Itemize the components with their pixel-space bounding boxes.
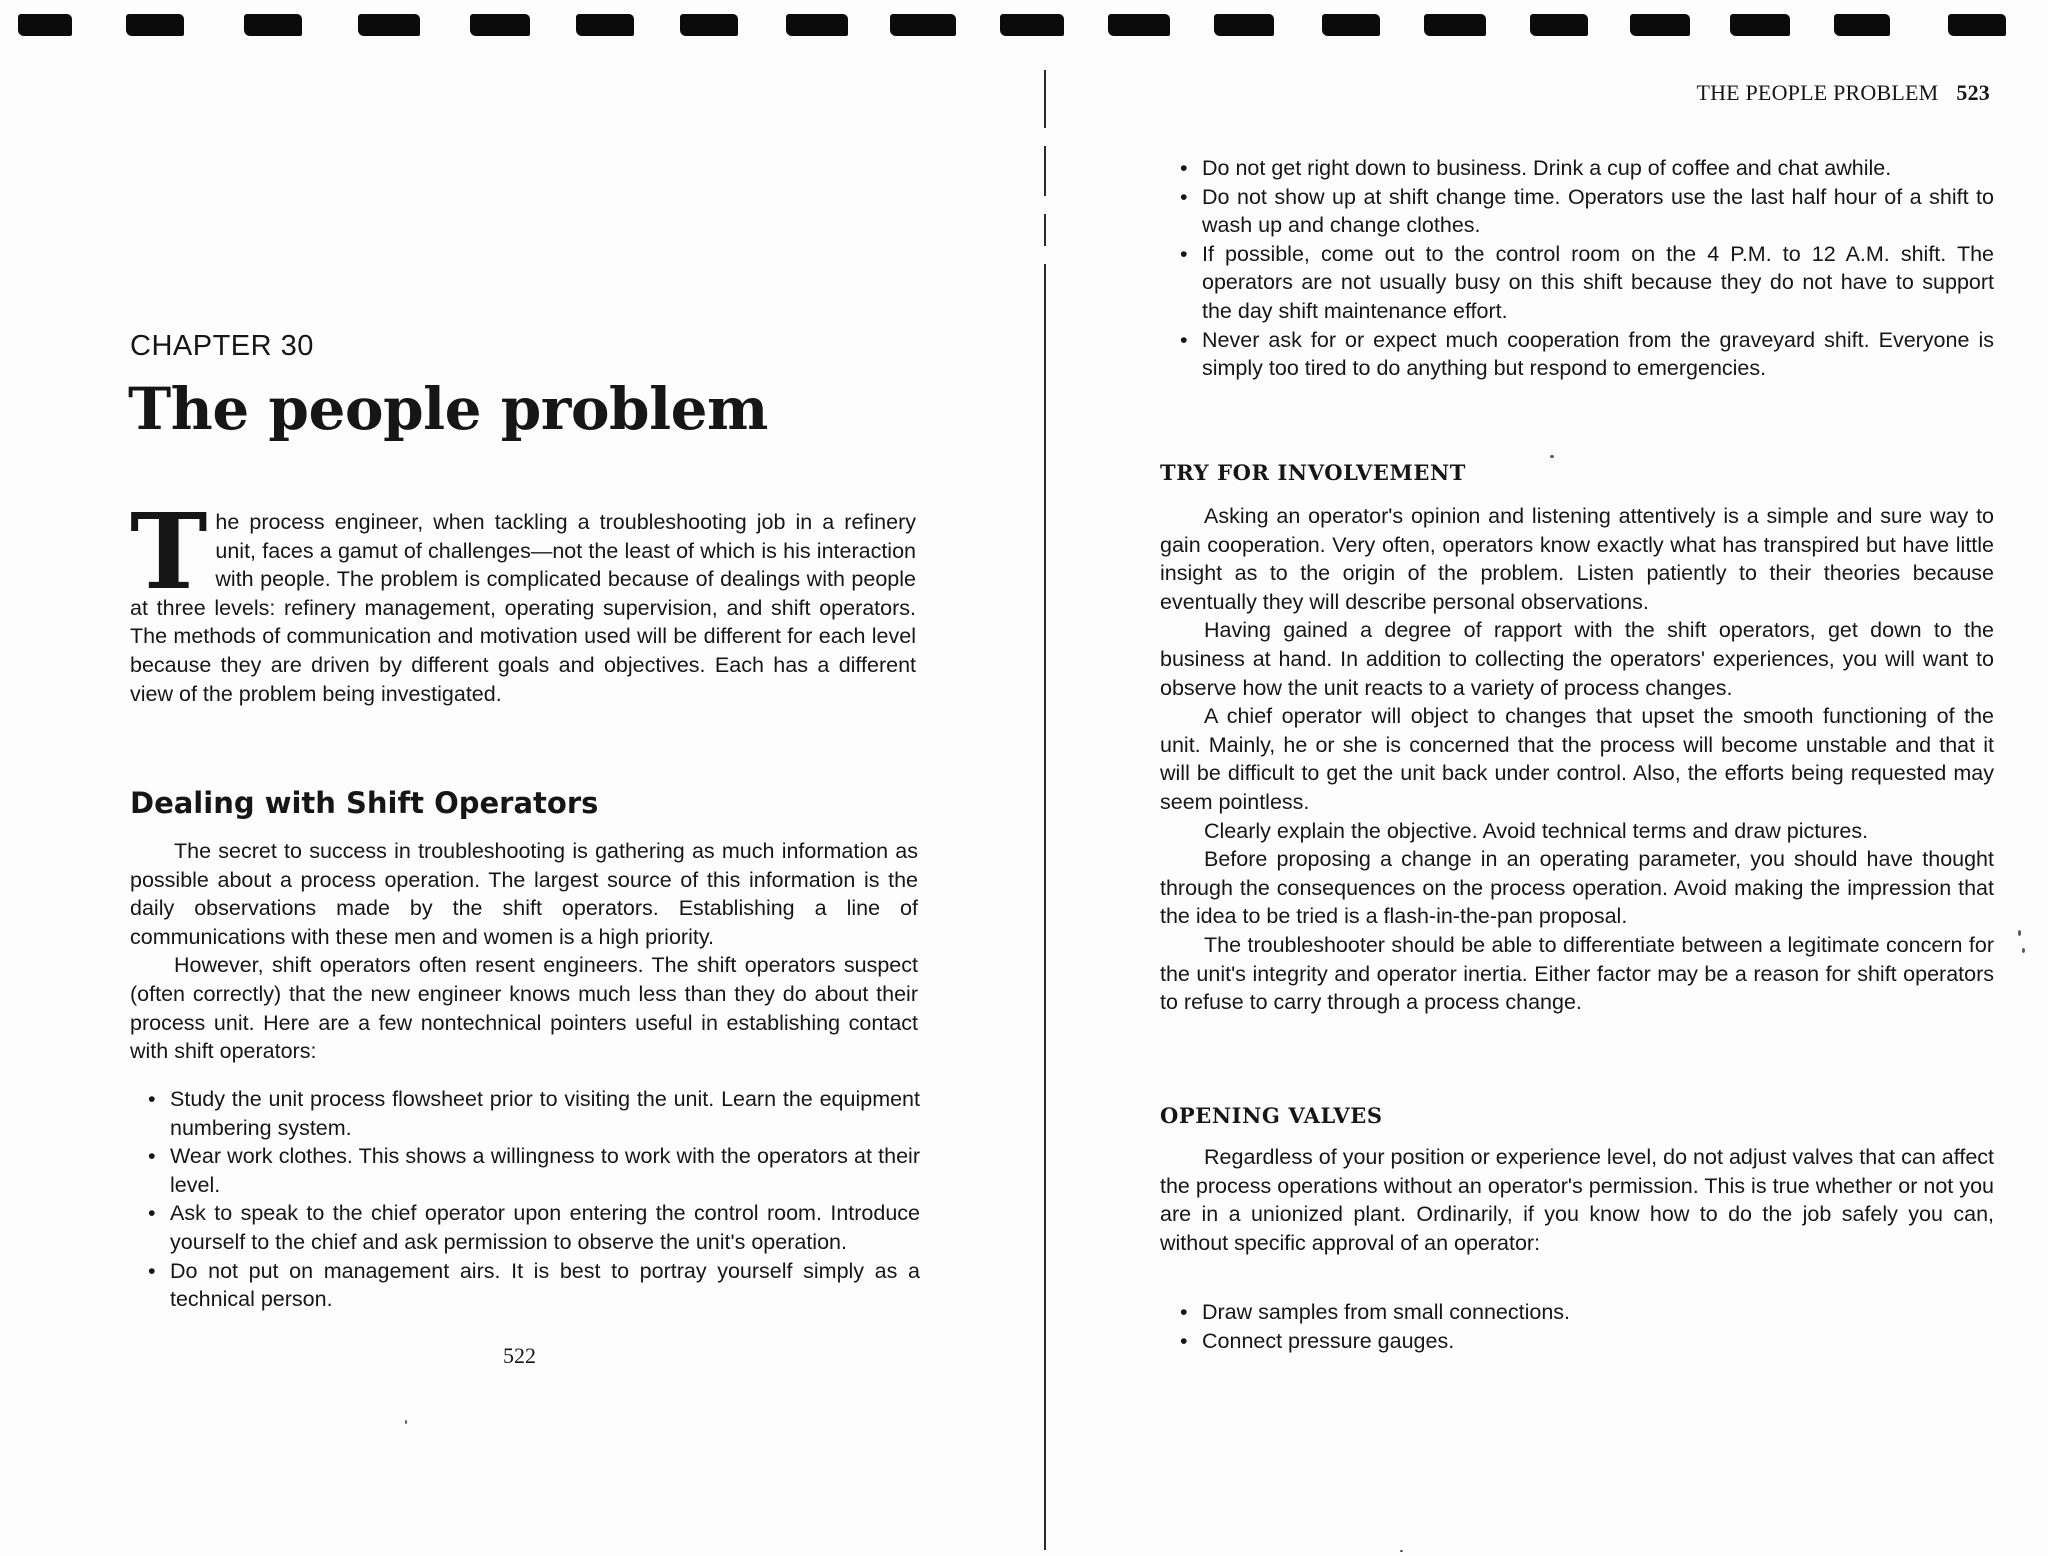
- section-heading: Dealing with Shift Operators: [130, 786, 599, 820]
- list-item: • Draw samples from small connections.: [1162, 1298, 1994, 1327]
- page-number: 523: [1956, 80, 1990, 105]
- chapter-label: CHAPTER 30: [130, 330, 314, 362]
- scan-speck: [1550, 455, 1554, 458]
- chapter-title: The people problem: [128, 375, 768, 443]
- right-page: [1046, 0, 2048, 1556]
- body-paragraph: Clearly explain the objective. Avoid technical terms and draw pictures.: [1204, 818, 1869, 843]
- body-paragraph: Before proposing a change in an operating parameter, you should have thought through the consequences on the process operation. Avoid making the impression that the idea to be tried is a flash-in-the-pan proposal.: [1160, 847, 1994, 929]
- list-item: • Study the unit process flowsheet prior to visiting the unit. Learn the equipment numbering system.: [130, 1085, 920, 1142]
- involvement-heading: TRY FOR INVOLVEMENT: [1160, 460, 1466, 485]
- section-body: [130, 837, 918, 1066]
- scan-speck: [2018, 930, 2021, 936]
- list-item: • Connect pressure gauges.: [1162, 1327, 1994, 1356]
- pointers-list: [130, 1085, 920, 1314]
- list-item: • Do not put on management airs. It is best to portray yourself simply as a technical person.: [130, 1257, 920, 1314]
- opening-valves-heading: OPENING VALVES: [1160, 1103, 1383, 1128]
- body-paragraph: A chief operator will object to changes that upset the smooth functioning of the unit. Mainly, he or she is concerned that the process will become unstable and that it will be difficult to get the unit back under control. Also, the efforts being requested may seem pointless.: [1160, 704, 1994, 814]
- top-pointers-list: [1162, 154, 1994, 383]
- scan-speck: [2022, 948, 2025, 953]
- page-number: 522: [503, 1343, 536, 1368]
- list-item: • Do not get right down to business. Drink a cup of coffee and chat awhile.: [1162, 154, 1994, 183]
- list-item: • If possible, come out to the control room on the 4 P.M. to 12 A.M. shift. The operators are not usually busy on this shift because they do not have to support the day shift maintenance effort.: [1162, 240, 1994, 326]
- running-head-title: THE PEOPLE PROBLEM: [1696, 80, 1939, 105]
- body-paragraph: However, shift operators often resent engineers. The shift operators suspect (often correctly) that the new engineer knows much less than they do about their process unit. Here are a few nontechnical pointers useful in establishing contact with shift operators:: [130, 953, 918, 1064]
- body-paragraph: Having gained a degree of rapport with the shift operators, get down to the business at hand. In addition to collecting the operators' experiences, you will want to observe how the unit reacts to a variety of process changes.: [1160, 618, 1994, 700]
- involvement-body: [1160, 502, 1994, 1017]
- scan-speck: [405, 1420, 407, 1424]
- body-paragraph: The secret to success in troubleshooting is gathering as much information as possible about a process operation. The largest source of this information is the daily observations made by the shift operators. Establishing a line of communications with these men and women is a high priority.: [130, 839, 918, 949]
- list-item: • Ask to speak to the chief operator upon entering the control room. Introduce yourself to the chief and ask permission to observe the unit's operation.: [130, 1199, 920, 1256]
- body-paragraph: Regardless of your position or experience level, do not adjust valves that can affect the process operations without an operator's permission. This is true whether or not you are in a unionized plant. Ordinarily, if you know how to do the job safely you can, without specific approval of an operator:: [1160, 1145, 1994, 1255]
- drop-cap: T: [130, 490, 208, 613]
- list-item: • Do not show up at shift change time. Operators use the last half hour of a shift to wash up and change clothes.: [1162, 183, 1994, 240]
- list-item: • Wear work clothes. This shows a willingness to work with the operators at their level.: [130, 1142, 920, 1199]
- opening-text: he process engineer, when tackling a troubleshooting job in a refinery unit, faces a gamut of challenges—not the least of which is his interaction with people. The problem is complicated because of dealings with people at three levels: refinery management, operating supervision, and shift operators. The methods of communication and motivation used will be different for each level because they are driven by different goals and objectives. Each has a different view of the problem being investigated.: [130, 510, 916, 706]
- opening-paragraph: [130, 490, 916, 708]
- valves-body: [1160, 1143, 1994, 1257]
- body-paragraph: The troubleshooter should be able to differentiate between a legitimate concern for the unit's integrity and operator inertia. Either factor may be a reason for shift operators to refuse to carry through a process change.: [1160, 932, 1994, 1015]
- scan-speck: [1400, 1550, 1403, 1552]
- body-paragraph: Asking an operator's opinion and listening attentively is a simple and sure way to gain cooperation. Very often, operators know exactly what has transpired but have little insight as to the origin of the problem. Listen patiently to their theories because eventually they will describe personal observations.: [1160, 504, 1994, 614]
- running-head: [1696, 80, 1990, 106]
- valves-list: [1162, 1298, 1994, 1355]
- list-item: • Never ask for or expect much cooperation from the graveyard shift. Everyone is simply too tired to do anything but respond to emergencies.: [1162, 326, 1994, 383]
